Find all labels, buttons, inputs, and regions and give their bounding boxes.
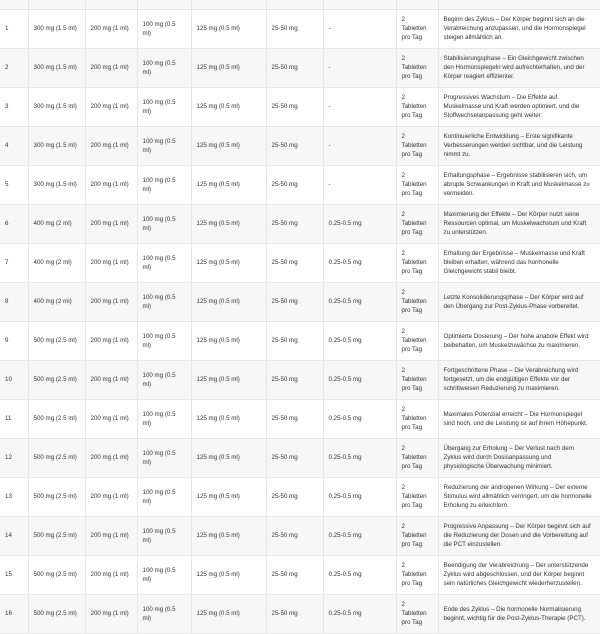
tablets-cell: [396, 0, 438, 9]
dose-col-5-cell: 25-50 mg: [266, 243, 323, 282]
description-cell: Erhaltungsphase – Ergebnisse stabilisieren sich, um abrupte Schwankungen in Kraft und Muskelmasse zu vermeiden.: [438, 165, 600, 204]
dose-col-3-cell: 100 mg (0.5 ml): [137, 321, 191, 360]
table-row: [0, 87, 600, 126]
dose-col-6-cell: 0.25-0.5 mg: [323, 594, 396, 633]
dose-col-3-cell: 100 mg (0.5 ml): [137, 516, 191, 555]
dose-col-4-cell: 125 mg (0.5 ml): [191, 321, 266, 360]
description-cell: Übergang zur Erholung – Der Verlust nach dem Zyklus wird durch Dosisanpassung und physiologische Überwachung minimiert.: [438, 438, 600, 477]
tablets-cell: 2 Tabletten pro Tag: [396, 555, 438, 594]
dose-col-5-cell: 25-50 mg: [266, 87, 323, 126]
dose-col-5-cell: 25-50 mg: [266, 360, 323, 399]
tablets-cell: 2 Tabletten pro Tag: [396, 282, 438, 321]
description-cell: Progressives Wachstum – Die Effekte auf Muskelmasse und Kraft werden optimiert, und die Stoffwechselanpassung geht weiter.: [438, 87, 600, 126]
dose-col-6-cell: 0.25-0.5 mg: [323, 555, 396, 594]
dose-col-3-cell: 100 mg (0.5 ml): [137, 594, 191, 633]
tablets-cell: 2 Tabletten pro Tag: [396, 399, 438, 438]
dose-col-4-cell: 125 mg (0.5 ml): [191, 48, 266, 87]
dose-col-4-cell: 125 mg (0.5 ml): [191, 594, 266, 633]
dose-col-3-cell: 100 mg (0.5 ml): [137, 360, 191, 399]
dose-col-4-cell: 125 mg (0.5 ml): [191, 516, 266, 555]
week-cell: 11: [0, 399, 28, 438]
description-cell: Optimierte Dosierung – Der hohe anabole Effekt wird beibehalten, um Muskelzuwächse zu maximieren.: [438, 321, 600, 360]
dose-col-2-cell: 200 mg (1 ml): [85, 477, 137, 516]
dose-col-6-cell: 0.25-0.5 mg: [323, 438, 396, 477]
dose-col-6-cell: 0.25-0.5 mg: [323, 321, 396, 360]
description-cell: Kontinuierliche Entwicklung – Erste signifikante Verbesserungen werden sichtbar, und die Leistung nimmt zu.: [438, 126, 600, 165]
dose-col-2-cell: 200 mg (1 ml): [85, 9, 137, 48]
tablets-cell: 2 Tabletten pro Tag: [396, 9, 438, 48]
table-row: [0, 48, 600, 87]
dose-col-4-cell: 125 mg (0.5 ml): [191, 360, 266, 399]
dose-col-2-cell: 200 mg (1 ml): [85, 594, 137, 633]
dose-col-4-cell: 125 mg (0.5 ml): [191, 438, 266, 477]
dose-col-6-cell: 0.25-0.5 mg: [323, 516, 396, 555]
description-cell: Ende des Zyklus – Die hormonelle Normalisierung beginnt, wichtig für die Post-Zyklus-Therapie (PCT).: [438, 594, 600, 633]
dose-col-1-cell: 400 mg (2 ml): [28, 282, 85, 321]
tablets-cell: 2 Tabletten pro Tag: [396, 243, 438, 282]
week-cell: 14: [0, 516, 28, 555]
week-cell: 7: [0, 243, 28, 282]
description-cell: Fortgeschrittene Phase – Die Verabreichung wird fortgesetzt, um die endgültigen Effekte vor der schrittweisen Reduzierung zu maximieren.: [438, 360, 600, 399]
tablets-cell: 2 Tabletten pro Tag: [396, 438, 438, 477]
dose-col-1-cell: 300 mg (1.5 ml): [28, 87, 85, 126]
dose-col-6-cell: 0.25-0.5 mg: [323, 282, 396, 321]
dose-col-4-cell: 125 mg (0.5 ml): [191, 9, 266, 48]
dose-col-5-cell: 25-50 mg: [266, 126, 323, 165]
description-cell: Beendigung der Verabreichung – Der unterstützende Zyklus wird abgeschlossen, und der Körper beginnt sein natürliches Gleichgewicht wiederherzustellen.: [438, 555, 600, 594]
dose-col-5-cell: 25-50 mg: [266, 204, 323, 243]
dose-col-3-cell: 100 mg (0.5 ml): [137, 438, 191, 477]
dose-col-2-cell: 200 mg (1 ml): [85, 126, 137, 165]
dose-col-3-cell: 100 mg (0.5 ml): [137, 204, 191, 243]
dose-col-1-cell: 500 mg (2.5 ml): [28, 594, 85, 633]
week-cell: 2: [0, 48, 28, 87]
dose-col-1-cell: 500 mg (2.5 ml): [28, 555, 85, 594]
dose-col-1-cell: [28, 0, 85, 9]
dose-col-4-cell: 125 mg (0.5 ml): [191, 477, 266, 516]
dose-col-6-cell: 0.25-0.5 mg: [323, 243, 396, 282]
table-row: [0, 438, 600, 477]
tablets-cell: 2 Tabletten pro Tag: [396, 477, 438, 516]
table-row: [0, 321, 600, 360]
week-cell: 8: [0, 282, 28, 321]
dose-col-3-cell: 100 mg (0.5 ml): [137, 48, 191, 87]
dose-col-5-cell: 25-50 mg: [266, 282, 323, 321]
dose-col-3-cell: 100 mg (0.5 ml): [137, 87, 191, 126]
week-cell: 10: [0, 360, 28, 399]
dose-col-1-cell: 400 mg (2 ml): [28, 243, 85, 282]
dose-col-4-cell: 125 mg (0.5 ml): [191, 282, 266, 321]
dose-col-6-cell: -: [323, 87, 396, 126]
dose-col-5-cell: [266, 0, 323, 9]
tablets-cell: 2 Tabletten pro Tag: [396, 87, 438, 126]
week-cell: [0, 0, 28, 9]
dose-col-4-cell: 125 mg (0.5 ml): [191, 165, 266, 204]
dose-col-1-cell: 500 mg (2.5 ml): [28, 477, 85, 516]
table-row: [0, 165, 600, 204]
dose-col-2-cell: 200 mg (1 ml): [85, 243, 137, 282]
dose-col-6-cell: -: [323, 165, 396, 204]
dose-col-5-cell: 25-50 mg: [266, 9, 323, 48]
week-cell: 6: [0, 204, 28, 243]
tablets-cell: 2 Tabletten pro Tag: [396, 516, 438, 555]
table-row: [0, 555, 600, 594]
dose-col-3-cell: [137, 0, 191, 9]
dose-col-2-cell: 200 mg (1 ml): [85, 438, 137, 477]
dose-col-1-cell: 500 mg (2.5 ml): [28, 516, 85, 555]
dose-col-5-cell: 25-50 mg: [266, 321, 323, 360]
tablets-cell: 2 Tabletten pro Tag: [396, 165, 438, 204]
dose-col-1-cell: 500 mg (2.5 ml): [28, 438, 85, 477]
description-cell: Stabilisierungsphase – Ein Gleichgewicht zwischen den Hormonspiegeln wird aufrechterhalten, und der Körper reagiert effizienter.: [438, 48, 600, 87]
description-cell: Maximierung der Effekte – Der Körper nutzt seine Ressourcen optimal, um Muskelwachstum und Kraft zu unterstützen.: [438, 204, 600, 243]
week-cell: 4: [0, 126, 28, 165]
dose-col-2-cell: 200 mg (1 ml): [85, 555, 137, 594]
dose-col-6-cell: 0.25-0.5 mg: [323, 360, 396, 399]
dose-col-1-cell: 500 mg (2.5 ml): [28, 321, 85, 360]
dose-col-1-cell: 500 mg (2.5 ml): [28, 399, 85, 438]
dose-col-3-cell: 100 mg (0.5 ml): [137, 126, 191, 165]
dose-col-4-cell: 125 mg (0.5 ml): [191, 555, 266, 594]
dose-col-6-cell: 0.25-0.5 mg: [323, 477, 396, 516]
table-row: [0, 282, 600, 321]
dose-col-4-cell: 125 mg (0.5 ml): [191, 243, 266, 282]
dose-col-5-cell: 25-50 mg: [266, 438, 323, 477]
tablets-cell: 2 Tabletten pro Tag: [396, 48, 438, 87]
description-cell: Beginn des Zyklus – Der Körper beginnt sich an die Verabreichung anzupassen, und die Hormonspiegel steigen allmählich an.: [438, 9, 600, 48]
tablets-cell: 2 Tabletten pro Tag: [396, 321, 438, 360]
dose-col-1-cell: 300 mg (1.5 ml): [28, 126, 85, 165]
dose-col-2-cell: 200 mg (1 ml): [85, 360, 137, 399]
dose-col-6-cell: -: [323, 48, 396, 87]
dose-col-4-cell: 125 mg (0.5 ml): [191, 87, 266, 126]
week-cell: 13: [0, 477, 28, 516]
dose-col-5-cell: 25-50 mg: [266, 399, 323, 438]
dose-col-5-cell: 25-50 mg: [266, 165, 323, 204]
week-cell: 1: [0, 9, 28, 48]
description-cell: [438, 0, 600, 9]
description-cell: Letzte Konsolidierungsphase – Der Körper wird auf den Übergang zur Post-Zyklus-Phase vorbereitet.: [438, 282, 600, 321]
dose-col-5-cell: 25-50 mg: [266, 516, 323, 555]
table-row: [0, 399, 600, 438]
dose-col-3-cell: 100 mg (0.5 ml): [137, 282, 191, 321]
table-row: [0, 360, 600, 399]
dose-col-2-cell: [85, 0, 137, 9]
dose-col-5-cell: 25-50 mg: [266, 594, 323, 633]
table-row: [0, 204, 600, 243]
dose-col-6-cell: -: [323, 9, 396, 48]
table-row: [0, 243, 600, 282]
dose-col-2-cell: 200 mg (1 ml): [85, 165, 137, 204]
week-cell: 15: [0, 555, 28, 594]
description-cell: Erhaltung der Ergebnisse – Muskelmasse und Kraft bleiben erhalten, während das hormonelle Gleichgewicht stabil bleibt.: [438, 243, 600, 282]
tablets-cell: 2 Tabletten pro Tag: [396, 594, 438, 633]
dose-col-5-cell: 25-50 mg: [266, 555, 323, 594]
description-cell: Reduzierung der androgenen Wirkung – Der externe Stimulus wird allmählich verringert, um die hormonelle Erholung zu erleichtern.: [438, 477, 600, 516]
dose-col-2-cell: 200 mg (1 ml): [85, 87, 137, 126]
description-cell: Progressive Anpassung – Der Körper beginnt sich auf die Reduzierung der Dosen und die Vorbereitung auf die PCT einzustellen.: [438, 516, 600, 555]
dose-col-2-cell: 200 mg (1 ml): [85, 321, 137, 360]
week-cell: 16: [0, 594, 28, 633]
tablets-cell: 2 Tabletten pro Tag: [396, 204, 438, 243]
week-cell: 3: [0, 87, 28, 126]
dose-col-2-cell: 200 mg (1 ml): [85, 399, 137, 438]
dose-col-3-cell: 100 mg (0.5 ml): [137, 165, 191, 204]
dose-col-6-cell: 0.25-0.5 mg: [323, 399, 396, 438]
tablets-cell: 2 Tabletten pro Tag: [396, 126, 438, 165]
table-row: [0, 9, 600, 48]
tablets-cell: 2 Tabletten pro Tag: [396, 360, 438, 399]
dose-col-3-cell: 100 mg (0.5 ml): [137, 477, 191, 516]
dose-col-4-cell: [191, 0, 266, 9]
dose-col-2-cell: 200 mg (1 ml): [85, 48, 137, 87]
dose-col-5-cell: 25-50 mg: [266, 477, 323, 516]
dose-col-2-cell: 200 mg (1 ml): [85, 516, 137, 555]
week-cell: 5: [0, 165, 28, 204]
dose-col-1-cell: 400 mg (2 ml): [28, 204, 85, 243]
description-cell: Maximales Potenzial erreicht – Die Hormonspiegel sind hoch, und die Leistung ist auf ihrem Höhepunkt.: [438, 399, 600, 438]
dose-col-1-cell: 300 mg (1.5 ml): [28, 48, 85, 87]
table-row: [0, 477, 600, 516]
dose-col-3-cell: 100 mg (0.5 ml): [137, 399, 191, 438]
dose-col-4-cell: 125 mg (0.5 ml): [191, 204, 266, 243]
week-cell: 9: [0, 321, 28, 360]
dose-col-2-cell: 200 mg (1 ml): [85, 204, 137, 243]
dose-col-3-cell: 100 mg (0.5 ml): [137, 555, 191, 594]
dose-col-4-cell: 125 mg (0.5 ml): [191, 399, 266, 438]
dose-col-6-cell: 0.25-0.5 mg: [323, 204, 396, 243]
dose-col-1-cell: 500 mg (2.5 ml): [28, 360, 85, 399]
dose-col-2-cell: 200 mg (1 ml): [85, 282, 137, 321]
table-row: [0, 0, 600, 9]
table-row: [0, 126, 600, 165]
dose-col-3-cell: 100 mg (0.5 ml): [137, 243, 191, 282]
dose-col-6-cell: -: [323, 126, 396, 165]
dose-col-5-cell: 25-50 mg: [266, 48, 323, 87]
table-row: [0, 516, 600, 555]
week-cell: 12: [0, 438, 28, 477]
dose-col-1-cell: 300 mg (1.5 ml): [28, 9, 85, 48]
dose-col-6-cell: [323, 0, 396, 9]
dose-col-3-cell: 100 mg (0.5 ml): [137, 9, 191, 48]
dose-col-4-cell: 125 mg (0.5 ml): [191, 126, 266, 165]
dose-col-1-cell: 300 mg (1.5 ml): [28, 165, 85, 204]
